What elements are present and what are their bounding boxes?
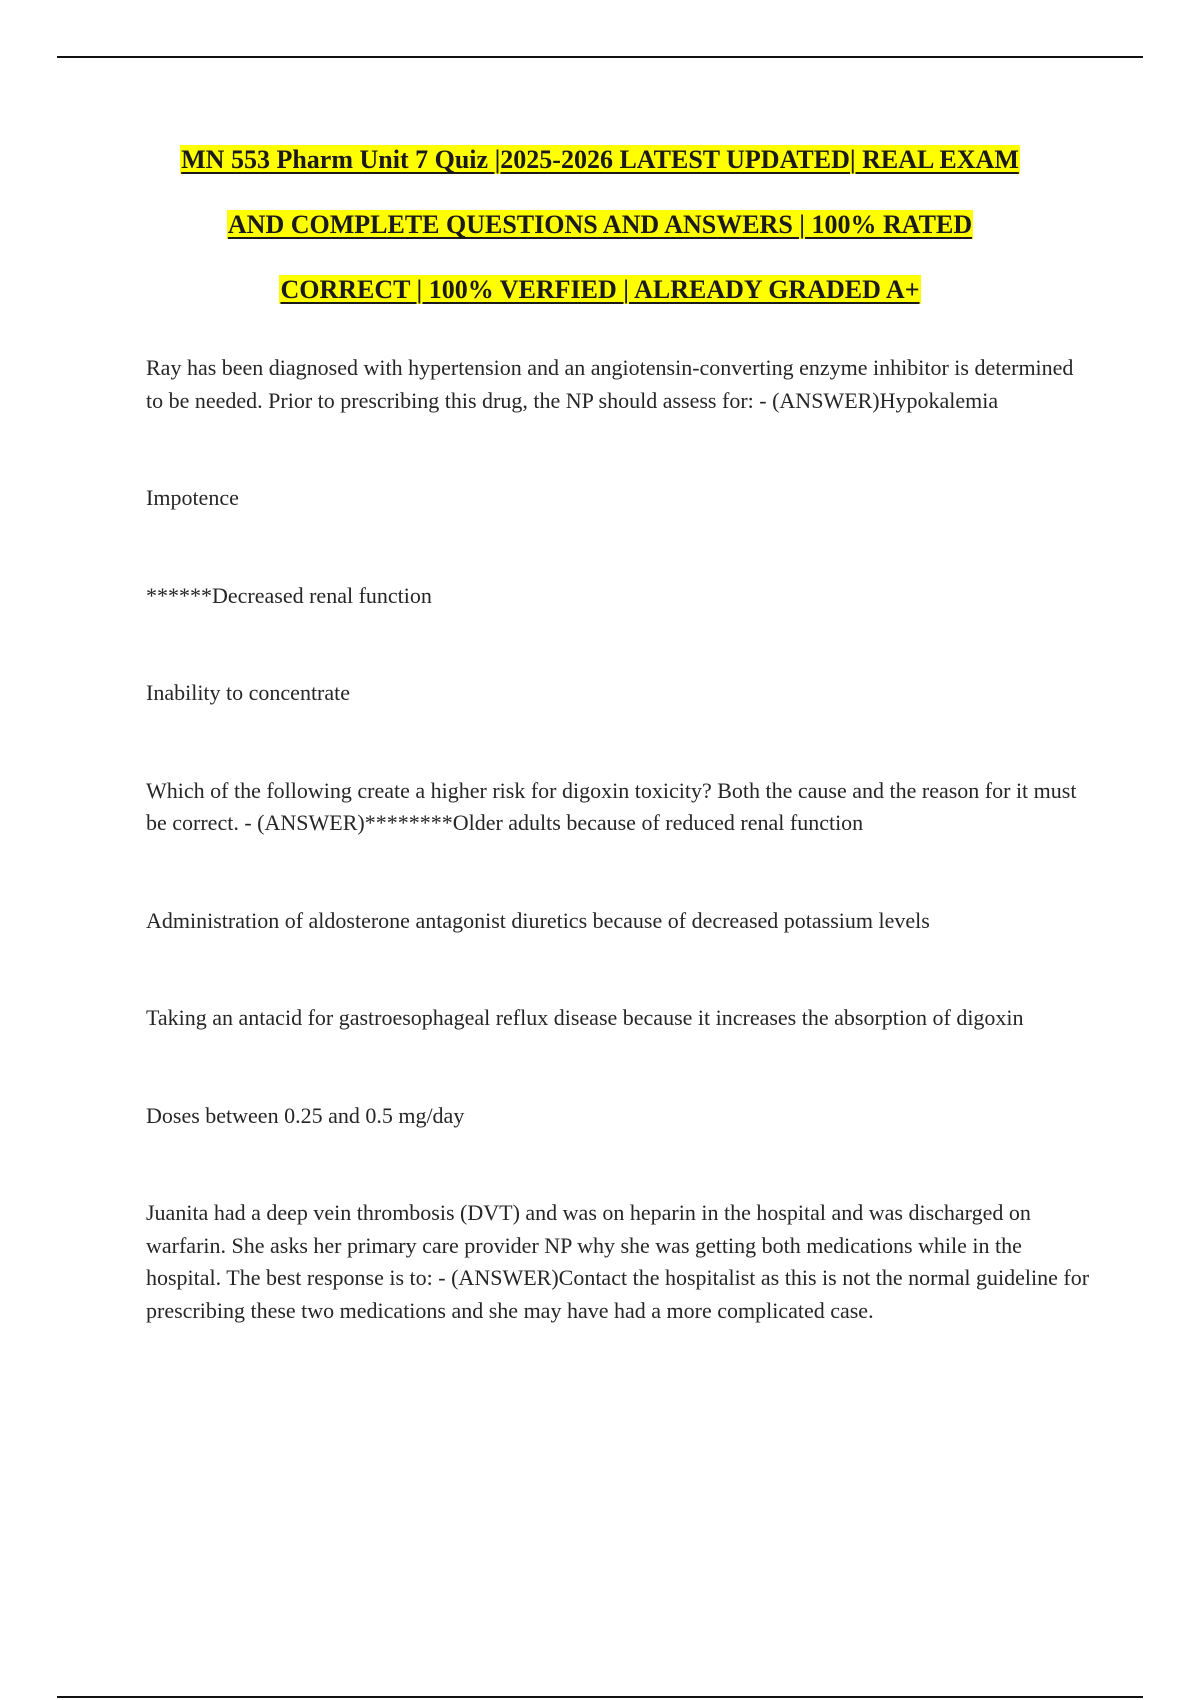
document-body bbox=[146, 352, 1096, 1327]
title-line bbox=[100, 205, 1100, 270]
option-paragraph: Impotence bbox=[146, 485, 239, 510]
question-paragraph: Ray has been diagnosed with hypertension and an angiotensin-converting enzyme inhibitor is determined to be needed. Prior to prescribing this drug, the NP should assess for: - (ANSWER)Hypokalemia bbox=[146, 355, 1074, 413]
header-rule bbox=[57, 56, 1143, 58]
option-paragraph: Inability to concentrate bbox=[146, 680, 351, 705]
option-paragraph: ******Decreased renal function bbox=[146, 582, 432, 608]
option-paragraph: Taking an antacid for gastroesophageal reflux disease because it increases the absorption of digoxin bbox=[146, 1005, 1024, 1030]
footer-rule bbox=[57, 1696, 1143, 1698]
option-paragraph: Administration of aldosterone antagonist diuretics because of decreased potassium levels bbox=[146, 907, 930, 933]
question-paragraph: Which of the following create a higher risk for digoxin toxicity? Both the cause and the reason for it must be correct. - (ANSWER)********Older adults because of reduced renal function bbox=[146, 777, 1077, 835]
title-line bbox=[100, 270, 1100, 335]
option-paragraph: Doses between 0.25 and 0.5 mg/day bbox=[146, 1102, 465, 1128]
question-paragraph: Juanita had a deep vein thrombosis (DVT) and was on heparin in the hospital and was discharged on warfarin. She asks her primary care provider NP why she was getting both medications while in the hospital. The best response is to: - (ANSWER)Contact the hospitalist as this is not the normal guideline for prescribing these two medications and she may have had a more complicated case. bbox=[146, 1200, 1090, 1323]
document-title bbox=[100, 140, 1100, 335]
title-text: MN 553 Pharm Unit 7 Quiz |2025-2026 LATEST UPDATED| REAL EXAM bbox=[181, 145, 1019, 174]
title-line bbox=[100, 140, 1100, 205]
title-text: CORRECT | 100% VERFIED | ALREADY GRADED A+ bbox=[280, 275, 920, 304]
title-text: AND COMPLETE QUESTIONS AND ANSWERS | 100% RATED bbox=[227, 210, 973, 239]
